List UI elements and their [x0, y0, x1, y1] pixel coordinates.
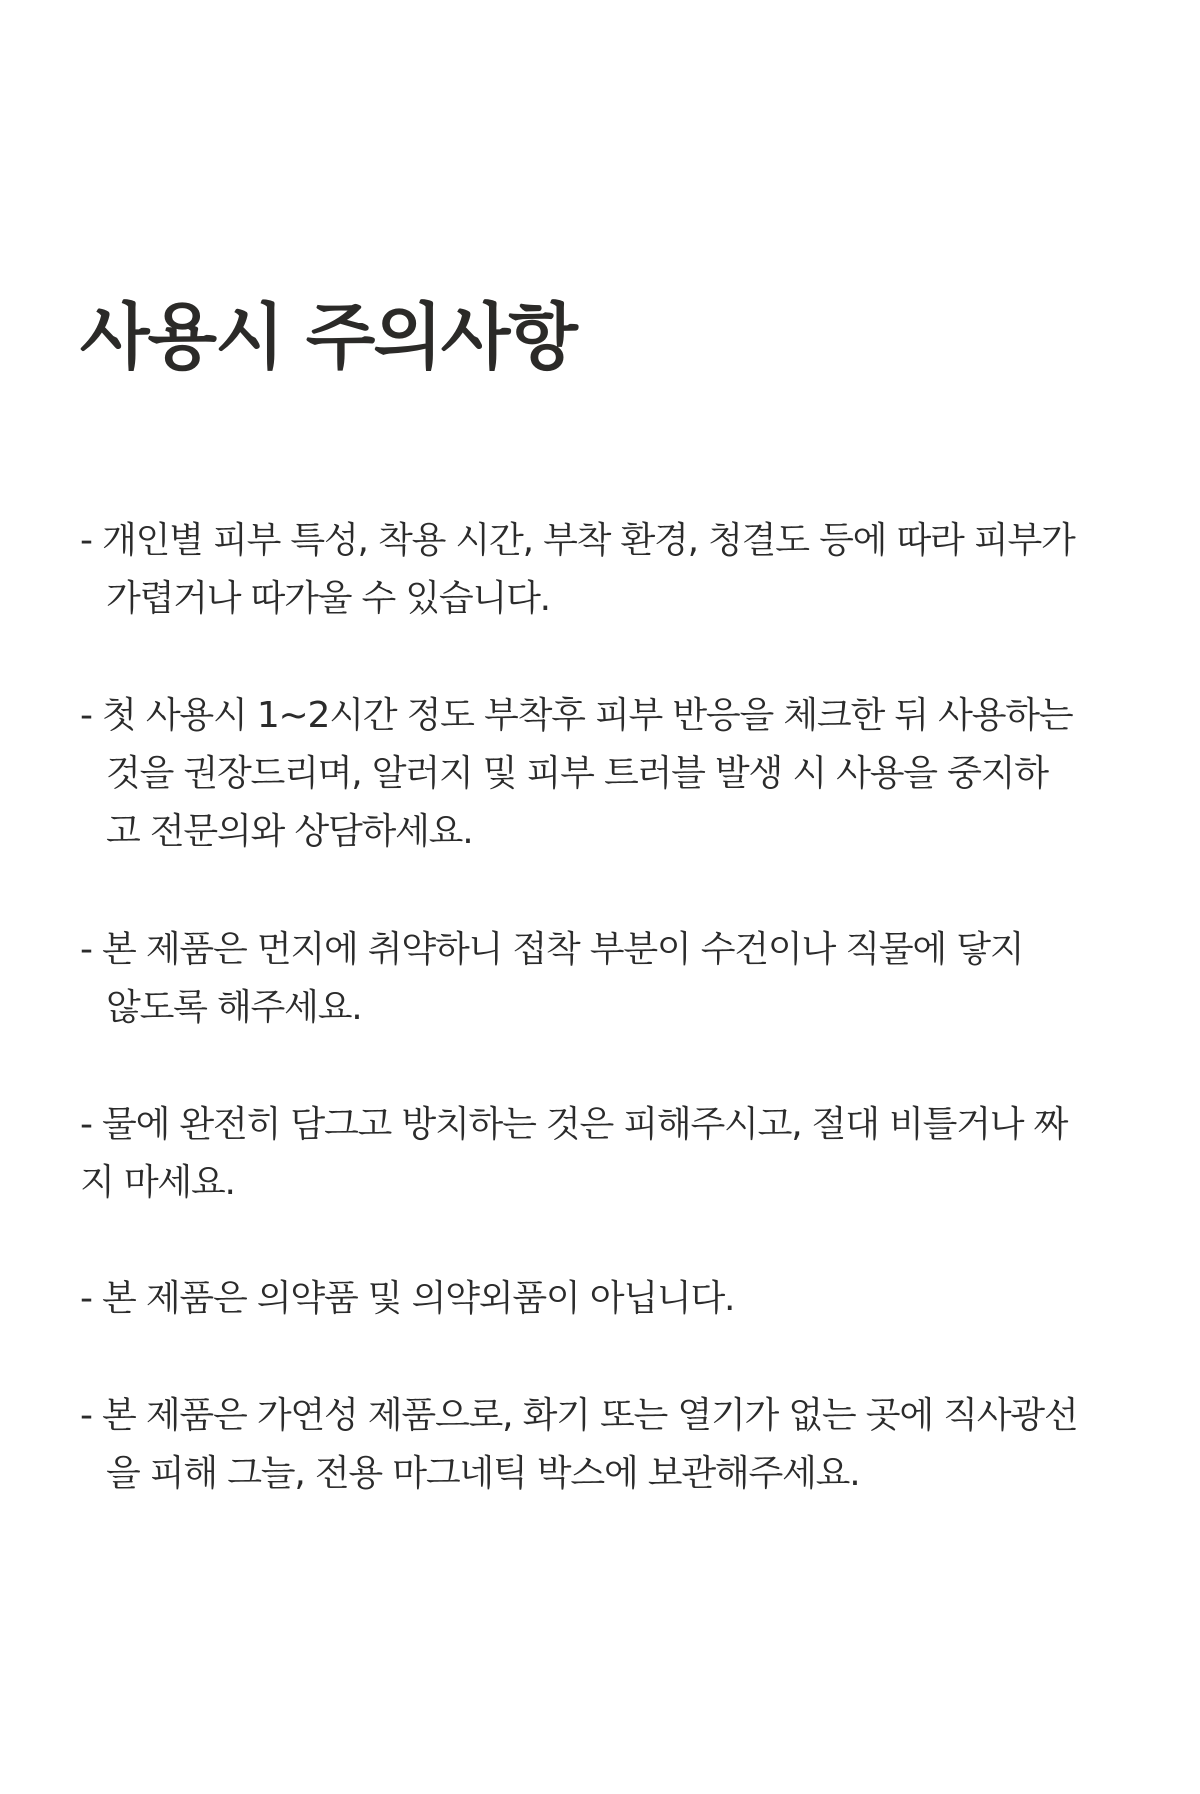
- notice-line: - 본 제품은 가연성 제품으로, 화기 또는 열기가 없는 곳에 직사광선: [80, 1395, 1078, 1436]
- notice-line: - 물에 완전히 담그고 방치하는 것은 피해주시고, 절대 비틀거나 짜: [80, 1104, 1068, 1145]
- notice-line: 가렵거나 따가울 수 있습니다.: [106, 578, 550, 619]
- notice-line: - 개인별 피부 특성, 착용 시간, 부착 환경, 청결도 등에 따라 피부가: [80, 520, 1075, 561]
- notice-item-dust: [80, 921, 1120, 1037]
- notice-line: - 본 제품은 먼지에 취약하니 접착 부분이 수건이나 직물에 닿지: [80, 929, 1024, 970]
- notice-line: - 첫 사용시 1~2시간 정도 부착후 피부 반응을 체크한 뒤 사용하는: [80, 695, 1073, 736]
- notice-item-water: [80, 1096, 1120, 1212]
- notice-item-storage: [80, 1387, 1120, 1503]
- notice-line: 을 피해 그늘, 전용 마그네틱 박스에 보관해주세요.: [106, 1453, 860, 1494]
- notice-line: 것을 권장드리며, 알러지 및 피부 트러블 발생 시 사용을 중지하: [106, 753, 1048, 794]
- notice-line: - 본 제품은 의약품 및 의약외품이 아닙니다.: [80, 1278, 735, 1319]
- notice-item-first-use: [80, 687, 1120, 861]
- notice-item-not-medicine: [80, 1270, 1120, 1328]
- page-title: 사용시 주의사항: [80, 295, 576, 379]
- notice-line: 고 전문의와 상담하세요.: [106, 811, 473, 852]
- notice-line: 않도록 해주세요.: [106, 987, 362, 1028]
- notice-item-skin-irritation: [80, 512, 1120, 628]
- notice-line: 지 마세요.: [80, 1162, 235, 1203]
